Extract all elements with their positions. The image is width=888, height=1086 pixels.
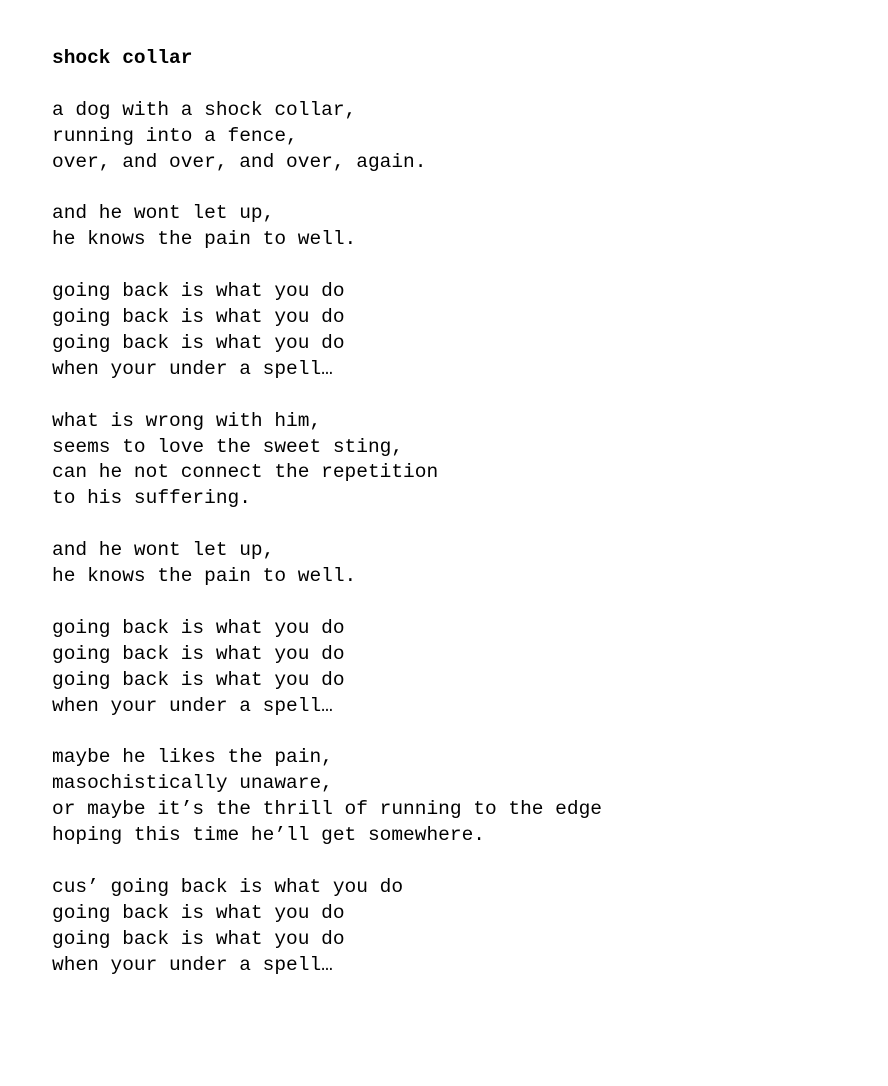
poem-line: what is wrong with him, [52, 409, 322, 432]
poem-line: when your under a spell… [52, 953, 333, 976]
poem-line: going back is what you do [52, 331, 345, 354]
poem-page [52, 46, 872, 979]
poem-line: and he wont let up, [52, 539, 275, 562]
stanza-4 [52, 409, 872, 513]
stanza-2 [52, 201, 872, 253]
stanza-6 [52, 616, 872, 720]
poem-title: shock collar [52, 47, 193, 69]
poem-line: and he wont let up, [52, 202, 275, 225]
poem-line: he knows the pain to well. [52, 228, 357, 251]
stanza-8 [52, 875, 872, 979]
stanza-3 [52, 279, 872, 383]
poem-line: going back is what you do [52, 306, 345, 329]
poem-line: going back is what you do [52, 927, 345, 950]
poem-line: seems to love the sweet sting, [52, 435, 404, 458]
poem-line: going back is what you do [52, 616, 345, 639]
poem-line: hoping this time he’ll get somewhere. [52, 824, 485, 847]
poem-line: running into a fence, [52, 124, 298, 147]
poem-line: maybe he likes the pain, [52, 746, 333, 769]
poem-line: going back is what you do [52, 642, 345, 665]
stanza-7 [52, 745, 872, 849]
poem-line: going back is what you do [52, 901, 345, 924]
poem-line: cus’ going back is what you do [52, 875, 404, 898]
stanza-1 [52, 98, 872, 176]
poem-line: masochistically unaware, [52, 772, 333, 795]
poem-line: to his suffering. [52, 487, 251, 510]
poem-line: going back is what you do [52, 280, 345, 303]
poem-line: he knows the pain to well. [52, 565, 357, 588]
poem-line: when your under a spell… [52, 694, 333, 717]
poem-line: or maybe it’s the thrill of running to the edge [52, 798, 602, 821]
poem-line: over, and over, and over, again. [52, 150, 427, 173]
stanza-5 [52, 538, 872, 590]
poem-line: going back is what you do [52, 668, 345, 691]
poem-line: a dog with a shock collar, [52, 98, 357, 121]
poem-line: when your under a spell… [52, 357, 333, 380]
poem-line: can he not connect the repetition [52, 461, 439, 484]
